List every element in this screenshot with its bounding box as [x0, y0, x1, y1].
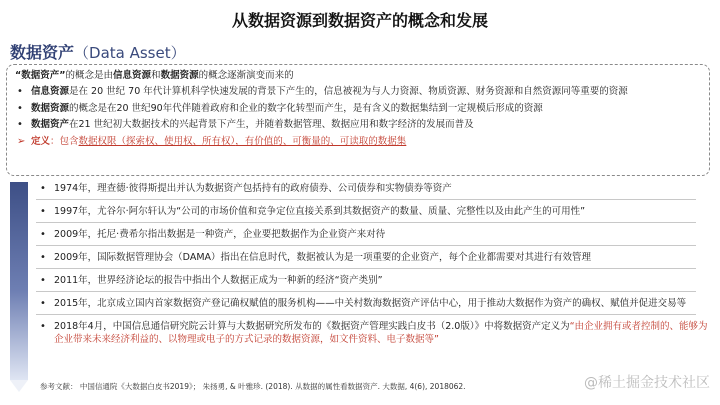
- intro-term-data-resource: 数据资源: [160, 70, 199, 81]
- timeline-item-2015: • 2015年，北京成立国内首家数据资产登记确权赋值的服务机构——中关村数海数据资产评估中心，用于推动大数据作为资产的确权、赋值并促进交易等: [40, 298, 687, 309]
- intro-term-info-resource: 信息资源: [113, 70, 152, 81]
- timeline-item-1997: • 1997年，尤谷尔·阿尔轩认为“公司的市场价值和竞争定位直接关系到其数据资产的数量、质量、完整性以及由此产生的可用性”: [40, 206, 586, 217]
- reference-footnote: 参考文献： 中国信通院《大数据白皮书2019》； 朱扬勇, & 叶雅珍. (2018). 从数据的属性看数据资产. 大数据, 4(6), 2018062.: [40, 382, 466, 391]
- timeline-divider: [36, 291, 696, 292]
- bullet-icon: •: [40, 252, 46, 263]
- definition-intro: “数据资产”的概念是由信息资源和数据资源的概念逐渐演变而来的: [15, 70, 294, 81]
- definition-list: [15, 84, 701, 150]
- timeline-item-2018: • 2018年4月，中国信息通信研究院云计算与大数据研究所发布的《数据资产管理实践白皮书（2.0版）》中将数据资产定义为“由企业拥有或者控制的、能够为企业带来未来经济利益的、以物理或电子的方式记录的数据资源，如文件资料、电子数据等”: [40, 321, 708, 345]
- timeline-item-1974: • 1974年，理查德·彼得斯提出并认为数据资产包括持有的政府债券、公司债券和实物债券等资产: [40, 183, 452, 194]
- bullet-icon: •: [40, 206, 46, 217]
- timeline-arrow-bar: [10, 182, 28, 380]
- bullet-icon: •: [17, 119, 23, 130]
- intro-term-data-asset: 数据资产: [21, 70, 60, 81]
- bullet-icon: •: [17, 86, 23, 97]
- timeline-divider: [36, 245, 696, 246]
- definition-statement: ➢ 定义：包含数据权限（探索权、使用权、所有权），有价值的、可衡量的、可读取的数据集: [15, 134, 701, 151]
- definition-item-info-resource: • 信息资源是在 20 世纪 70 年代计算机科学快速发展的背景下产生的，信息被视为与人力资源、物质资源、财务资源和自然资源同等重要的资源: [15, 84, 701, 101]
- section-heading-zh: 数据资产: [10, 43, 75, 62]
- timeline-item-2009-dama: • 2009年，国际数据管理协会（DAMA）指出在信息时代，数据被认为是一项重要的企业资产，每个企业都需要对其进行有效管理: [40, 252, 592, 263]
- timeline-divider: [36, 314, 696, 315]
- section-heading: [10, 40, 186, 63]
- bullet-icon: •: [40, 229, 46, 240]
- arrow-bullet-icon: ➢: [17, 135, 26, 147]
- timeline-divider: [36, 268, 696, 269]
- definition-box: [6, 64, 710, 176]
- definition-item-data-asset: • 数据资产在21 世纪初大数据技术的兴起背景下产生，并随着数据管理、数据应用和数字经济的发展而普及: [15, 117, 701, 134]
- timeline-item-2009-fisher: • 2009年，托尼·费希尔指出数据是一种资产，企业要把数据作为企业资产来对待: [40, 229, 386, 240]
- definition-item-data-resource: • 数据资源的概念是在20 世纪90年代伴随着政府和企业的数字化转型而产生，是有含义的数据集结到一定规模后形成的资源: [15, 101, 701, 118]
- bullet-icon: •: [40, 183, 46, 194]
- bullet-icon: •: [40, 321, 46, 332]
- timeline-divider: [36, 222, 696, 223]
- watermark: @稀土掘金技术社区: [584, 375, 710, 391]
- bullet-icon: •: [17, 102, 23, 114]
- bullet-icon: •: [40, 275, 46, 286]
- section-heading-en: （Data Asset）: [74, 44, 186, 62]
- timeline-list: [36, 182, 716, 346]
- bullet-icon: •: [40, 298, 46, 309]
- page-title: 从数据资源到数据资产的概念和发展: [231, 11, 488, 30]
- timeline-divider: [36, 199, 696, 200]
- timeline-item-2011: • 2011年，世界经济论坛的报告中指出个人数据正成为一种新的经济“资产类别”: [40, 275, 383, 286]
